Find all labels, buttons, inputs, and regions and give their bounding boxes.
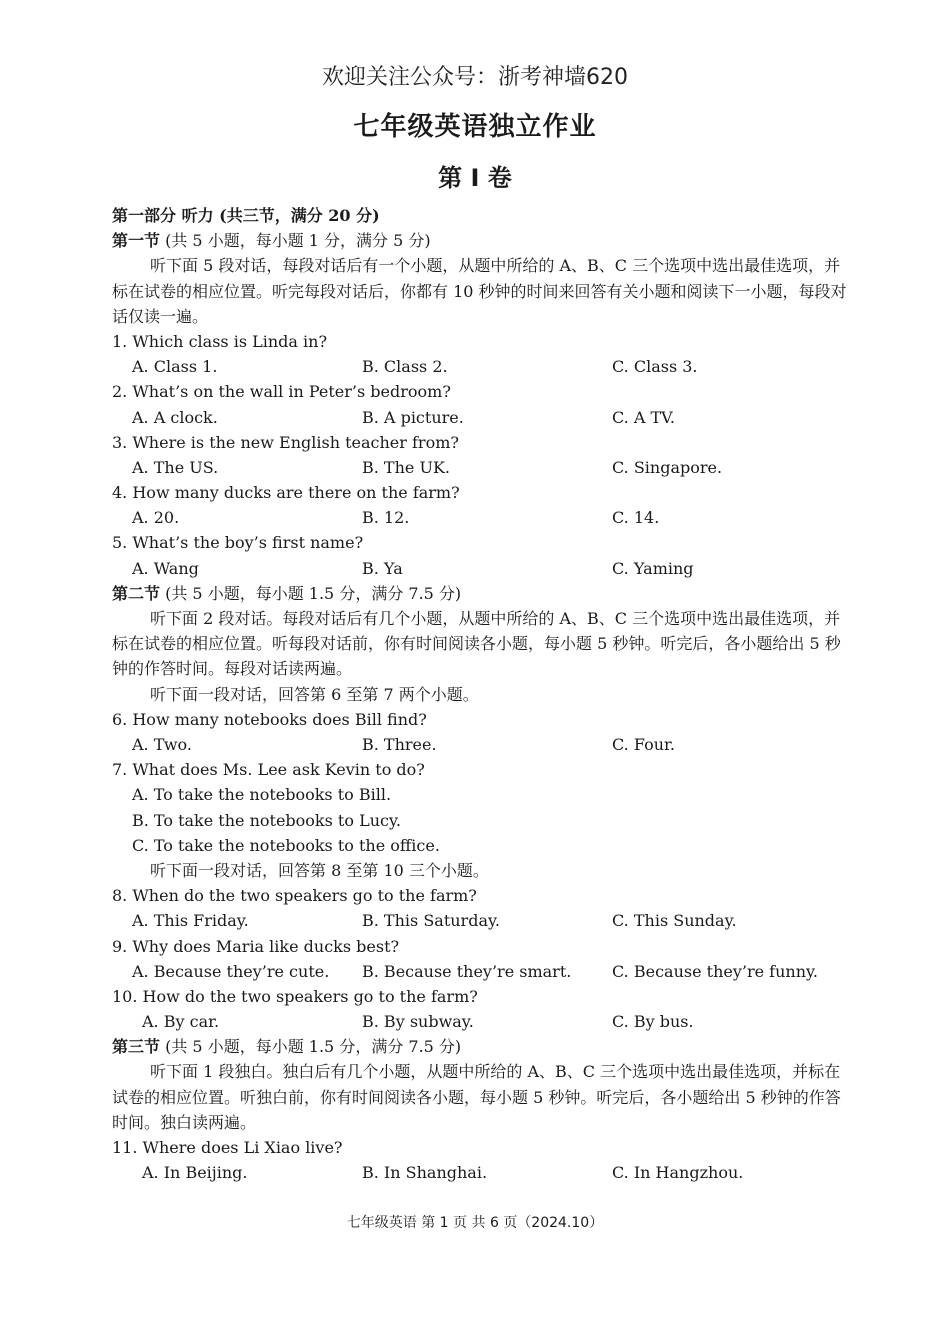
- question-8-options: [112, 908, 847, 933]
- option-a: A. The US.: [132, 457, 219, 477]
- option-a: A. By car.: [142, 1012, 220, 1032]
- question-11-options: [112, 1160, 847, 1185]
- section3-header: [112, 1034, 847, 1059]
- watermark-text: 欢迎关注公众号：浙考神墙620: [322, 65, 628, 90]
- question-1: 1. Which class is Linda in?: [112, 331, 328, 351]
- option-b: B. 12.: [362, 508, 410, 528]
- option-c: C. In Hangzhou.: [612, 1163, 744, 1183]
- section3-info: (共 5 小题，每小题 1.5 分，满分 7.5 分): [160, 1037, 462, 1057]
- section3-instructions: 听下面 1 段独白。独白后有几个小题，从题中所给的 A、B、C 三个选项中选出最佳选项，并标在试卷的相应位置。听独白前，你有时间阅读各小题，每小题 5 秒钟。听完后，各小题给出 5 秒钟的作答时间。独白读两遍。: [112, 1062, 841, 1132]
- option-b: B. The UK.: [362, 457, 450, 477]
- part1-heading: 第一部分 听力 (共三节，满分 20 分): [112, 206, 380, 225]
- section1-info: (共 5 小题，每小题 1 分，满分 5 分): [160, 231, 431, 251]
- section1-heading: 第一节: [112, 231, 161, 251]
- question-4: 4. How many ducks are there on the farm?: [112, 483, 460, 503]
- option-b: B. By subway.: [362, 1012, 474, 1032]
- option-a: A. In Beijing.: [142, 1163, 248, 1183]
- option-c: C. Four.: [612, 735, 675, 754]
- option-a: A. Wang: [132, 558, 199, 578]
- question-4-options: [112, 505, 847, 530]
- option-b: B. Ya: [362, 558, 403, 578]
- option-b: B. Because they’re smart.: [362, 961, 572, 981]
- section2-heading: 第二节: [112, 583, 161, 603]
- question-3: 3. Where is the new English teacher from?: [112, 432, 459, 452]
- section2-instructions: 听下面 2 段对话。每段对话后有几个小题，从题中所给的 A、B、C 三个选项中选出最佳选项，并标在试卷的相应位置。听每段对话前，你有时间阅读各小题，每小题 5 秒钟。听完后，各小题给出 5 秒钟的作答时间。每段对话读两遍。: [112, 609, 841, 679]
- option-a: A. Because they’re cute.: [132, 961, 330, 981]
- option-a: A. Two.: [132, 735, 192, 754]
- option-c: C. By bus.: [612, 1012, 694, 1032]
- question-9: 9. Why does Maria like ducks best?: [112, 936, 400, 956]
- exam-content: [112, 203, 847, 1185]
- option-a: A. This Friday.: [132, 911, 249, 931]
- option-a: A. Class 1.: [132, 357, 218, 377]
- section2-sub-instruction-2: 听下面一段对话，回答第 8 至第 10 三个小题。: [150, 860, 489, 880]
- question-5-options: [112, 556, 847, 581]
- question-9-options: [112, 959, 847, 984]
- option-c: C. Because they’re funny.: [612, 961, 819, 981]
- option-b: B. Class 2.: [362, 357, 448, 377]
- question-1-options: [112, 354, 847, 379]
- question-3-options: [112, 455, 847, 480]
- option-c: C. Yaming: [612, 558, 694, 578]
- page-title: 七年级英语独立作业: [353, 112, 597, 142]
- section2-info: (共 5 小题，每小题 1.5 分，满分 7.5 分): [160, 583, 462, 603]
- option-c: C. 14.: [612, 508, 660, 528]
- option-b: B. A picture.: [362, 407, 464, 427]
- page-footer: 七年级英语 第 1 页 共 6 页（2024.10）: [346, 1215, 604, 1231]
- question-7: 7. What does Ms. Lee ask Kevin to do?: [112, 760, 425, 780]
- section2-sub-instruction-1: 听下面一段对话，回答第 6 至第 7 两个小题。: [150, 684, 479, 704]
- question-8: 8. When do the two speakers go to the farm?: [112, 886, 477, 906]
- section2-header: [112, 581, 847, 606]
- question-10-options: [112, 1009, 847, 1034]
- question-10: 10. How do the two speakers go to the farm?: [112, 986, 478, 1006]
- option-a: A. 20.: [132, 508, 180, 528]
- option-c: C. Singapore.: [612, 457, 723, 477]
- volume-heading: 第 I 卷: [438, 164, 512, 192]
- option-a: A. To take the notebooks to Bill.: [132, 785, 392, 805]
- option-b: B. In Shanghai.: [362, 1163, 488, 1183]
- section3-heading: 第三节: [112, 1037, 161, 1057]
- option-b: B. This Saturday.: [362, 911, 500, 931]
- option-c: C. A TV.: [612, 407, 675, 427]
- section1-header: [112, 228, 847, 253]
- question-6: 6. How many notebooks does Bill find?: [112, 709, 427, 729]
- question-6-options: [112, 732, 847, 757]
- option-b: B. To take the notebooks to Lucy.: [132, 810, 401, 830]
- question-5: 5. What’s the boy’s first name?: [112, 533, 364, 553]
- option-c: C. To take the notebooks to the office.: [132, 835, 440, 855]
- option-c: C. Class 3.: [612, 357, 698, 377]
- question-2-options: [112, 405, 847, 430]
- option-c: C. This Sunday.: [612, 911, 737, 931]
- option-a: A. A clock.: [132, 407, 218, 427]
- section1-instructions: 听下面 5 段对话，每段对话后有一个小题，从题中所给的 A、B、C 三个选项中选出最佳选项，并标在试卷的相应位置。听完每段对话后，你都有 10 秒钟的时间来回答有关小题和阅读下一小题，每段对话仅读一遍。: [112, 256, 847, 326]
- question-2: 2. What’s on the wall in Peter’s bedroom?: [112, 382, 451, 402]
- question-11: 11. Where does Li Xiao live?: [112, 1138, 343, 1158]
- option-b: B. Three.: [362, 735, 437, 754]
